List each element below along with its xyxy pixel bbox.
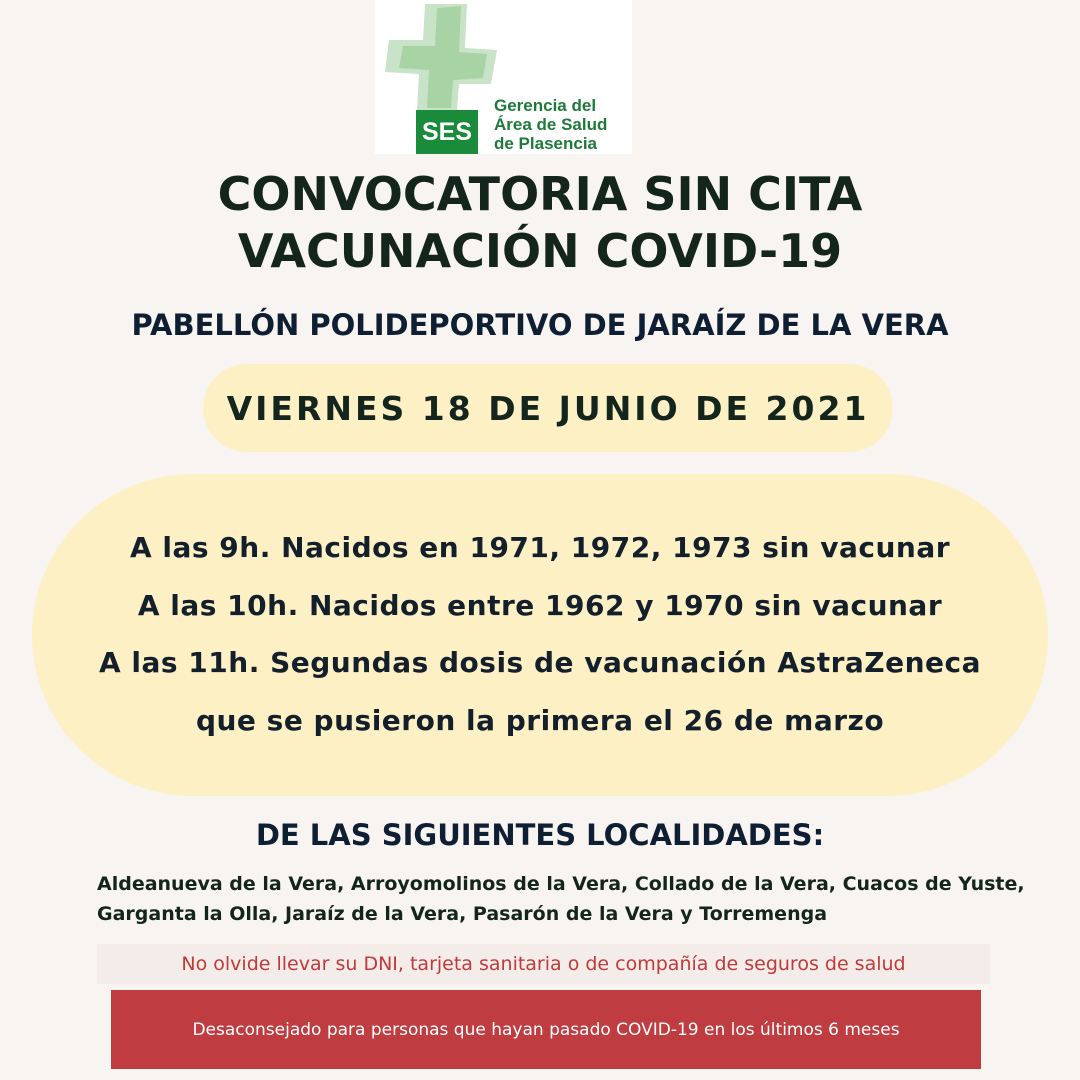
schedule-line: A las 11h. Segundas dosis de vacunación AstraZeneca <box>98 646 981 679</box>
schedule-line: A las 9h. Nacidos en 1971, 1972, 1973 sin vacunar <box>129 531 951 564</box>
localities-list: Aldeanueva de la Vera, Arroyomolinos de la Vera, Collado de la Vera, Cuacos de Yuste, Garganta la Olla, Jaraíz de la Vera, Pasarón de la Vera y Torremenga <box>97 873 1025 925</box>
logo-line-3: de Plasencia <box>494 134 598 153</box>
schedule-line: A las 10h. Nacidos entre 1962 y 1970 sin vacunar <box>137 589 943 622</box>
ses-logo <box>375 0 632 154</box>
ses-badge: SES <box>416 110 478 154</box>
schedule-line: que se pusieron la primera el 26 de marzo <box>195 704 885 737</box>
title-line-1: CONVOCATORIA SIN CITA <box>217 167 863 221</box>
localities-heading: DE LAS SIGUIENTES LOCALIDADES: <box>255 818 825 852</box>
covid-warning-banner: Desaconsejado para personas que hayan pasado COVID-19 en los últimos 6 meses <box>111 990 981 1069</box>
schedule-panel <box>32 474 1048 796</box>
venue-heading: PABELLÓN POLIDEPORTIVO DE JARAÍZ DE LA VERA <box>131 308 949 342</box>
date-pill: VIERNES 18 DE JUNIO DE 2021 <box>203 364 893 452</box>
title-line-2: VACUNACIÓN COVID-19 <box>237 224 843 278</box>
logo-line-2: Área de Salud <box>494 115 608 134</box>
dni-notice: No olvide llevar su DNI, tarjeta sanitaria o de compañía de seguros de salud <box>97 944 990 984</box>
logo-text <box>494 96 607 153</box>
logo-line-1: Gerencia del <box>494 96 597 115</box>
